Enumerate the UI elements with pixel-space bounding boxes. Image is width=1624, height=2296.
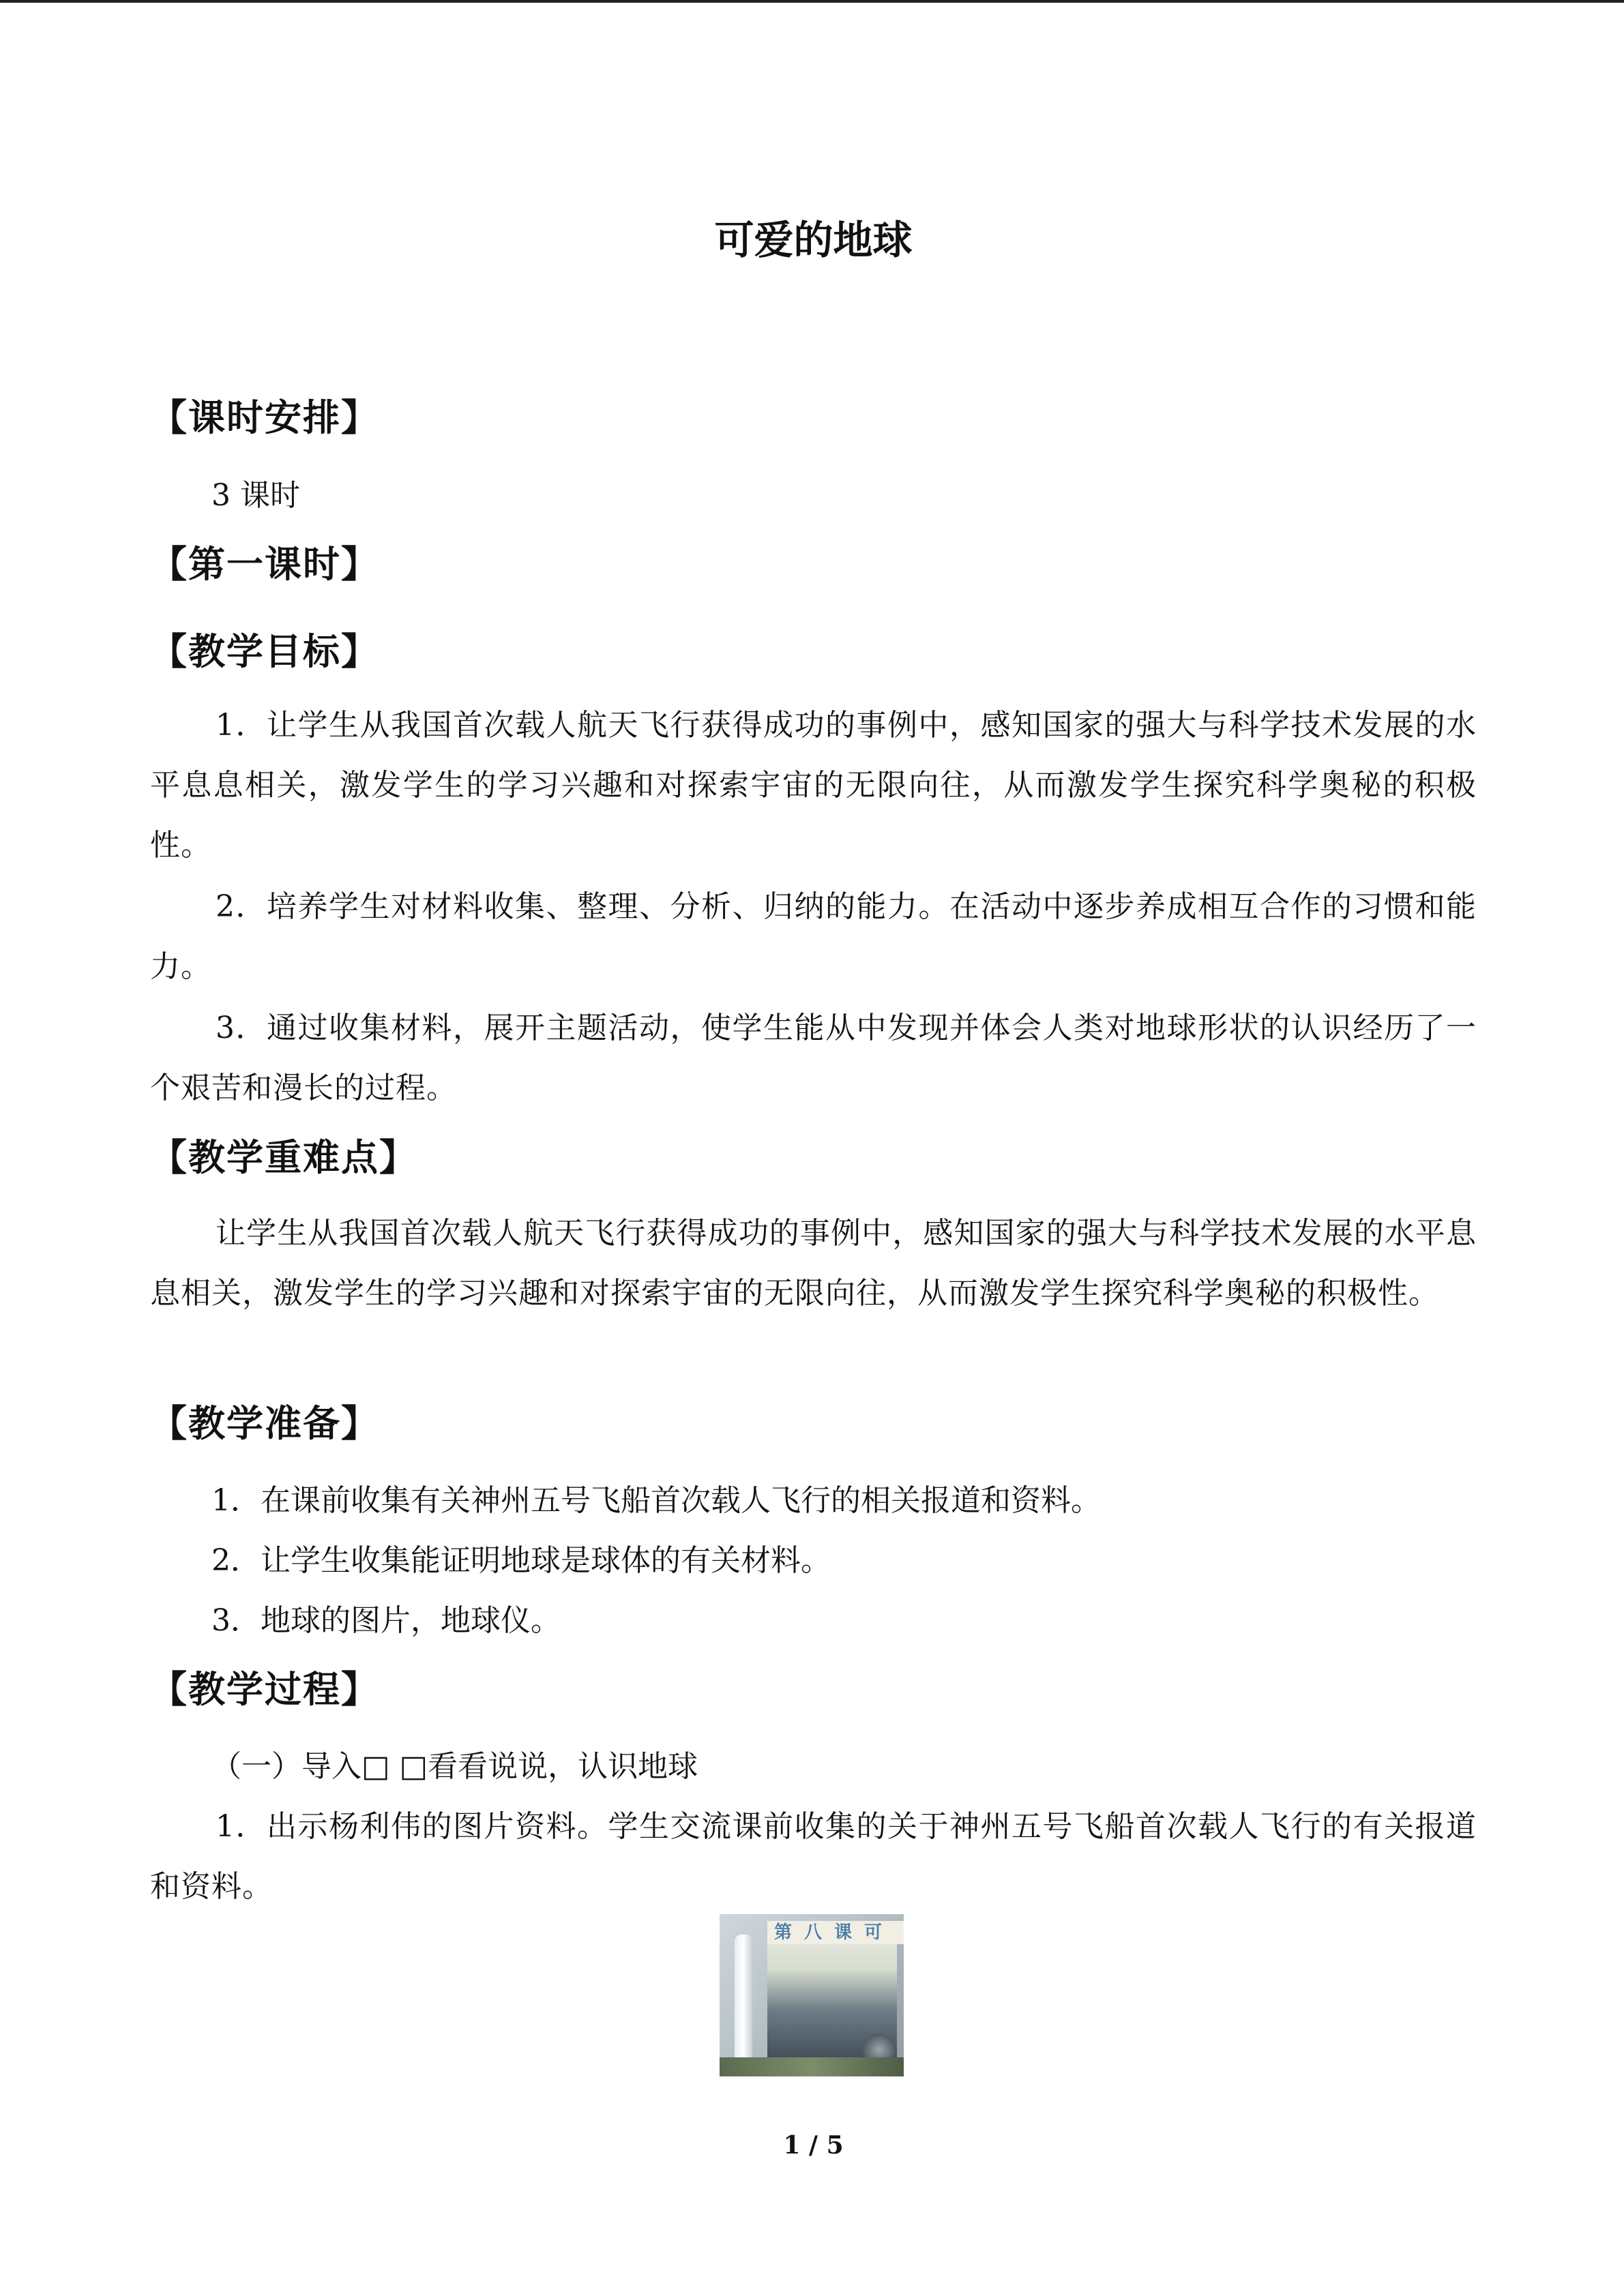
- objective-item-2: 2．培养学生对材料收集、整理、分析、归纳的能力。在活动中逐步养成相互合作的习惯和能力。: [150, 889, 1477, 984]
- heading-schedule: 【课时安排】: [150, 396, 379, 439]
- process-step-1: 1．出示杨利伟的图片资料。学生交流课前收集的关于神州五号飞船首次载人飞行的有关报道和资料。: [150, 1809, 1477, 1904]
- heading-first-lesson: 【第一课时】: [150, 543, 379, 586]
- objective-item-3: 3．通过收集材料，展开主题活动，使学生能从中发现并体会人类对地球形状的认识经历了一个艰苦和漫长的过程。: [150, 1011, 1477, 1105]
- preparation-item-3: 3．地球的图片，地球仪。: [211, 1603, 561, 1638]
- figure-band-text: 第八课可: [767, 1921, 904, 1944]
- preparation-item-2: 2．让学生收集能证明地球是球体的有关材料。: [211, 1543, 831, 1578]
- page-number: 1 / 5: [783, 2131, 844, 2160]
- heading-process: 【教学过程】: [150, 1668, 379, 1711]
- document-page: [150, 0, 1477, 2296]
- document-title: 可爱的地球: [714, 217, 913, 263]
- heading-key-points: 【教学重难点】: [150, 1136, 417, 1179]
- objective-item-1: 1．让学生从我国首次载人航天飞行获得成功的事例中，感知国家的强大与科学技术发展的水平息息相关，激发学生的学习兴趣和对探索宇宙的无限向往，从而激发学生探究科学奥秘的积极性。: [150, 708, 1477, 863]
- textbook-cover-image: [720, 1914, 904, 2076]
- schedule-text: 3 课时: [211, 478, 300, 513]
- key-points-text: 让学生从我国首次载人航天飞行获得成功的事例中，感知国家的强大与科学技术发展的水平息息相关，激发学生的学习兴趣和对探索宇宙的无限向往，从而激发学生探究科学奥秘的积极性。: [150, 1216, 1477, 1311]
- process-subheading: （一）导入□ □看看说说，认识地球: [211, 1749, 698, 1784]
- rocket-illustration: [735, 1935, 752, 2064]
- heading-objectives: 【教学目标】: [150, 630, 379, 673]
- figure-ground-strip: [720, 2057, 904, 2076]
- heading-preparation: 【教学准备】: [150, 1402, 379, 1445]
- preparation-item-1: 1．在课前收集有关神州五号飞船首次载人飞行的相关报道和资料。: [211, 1483, 1101, 1518]
